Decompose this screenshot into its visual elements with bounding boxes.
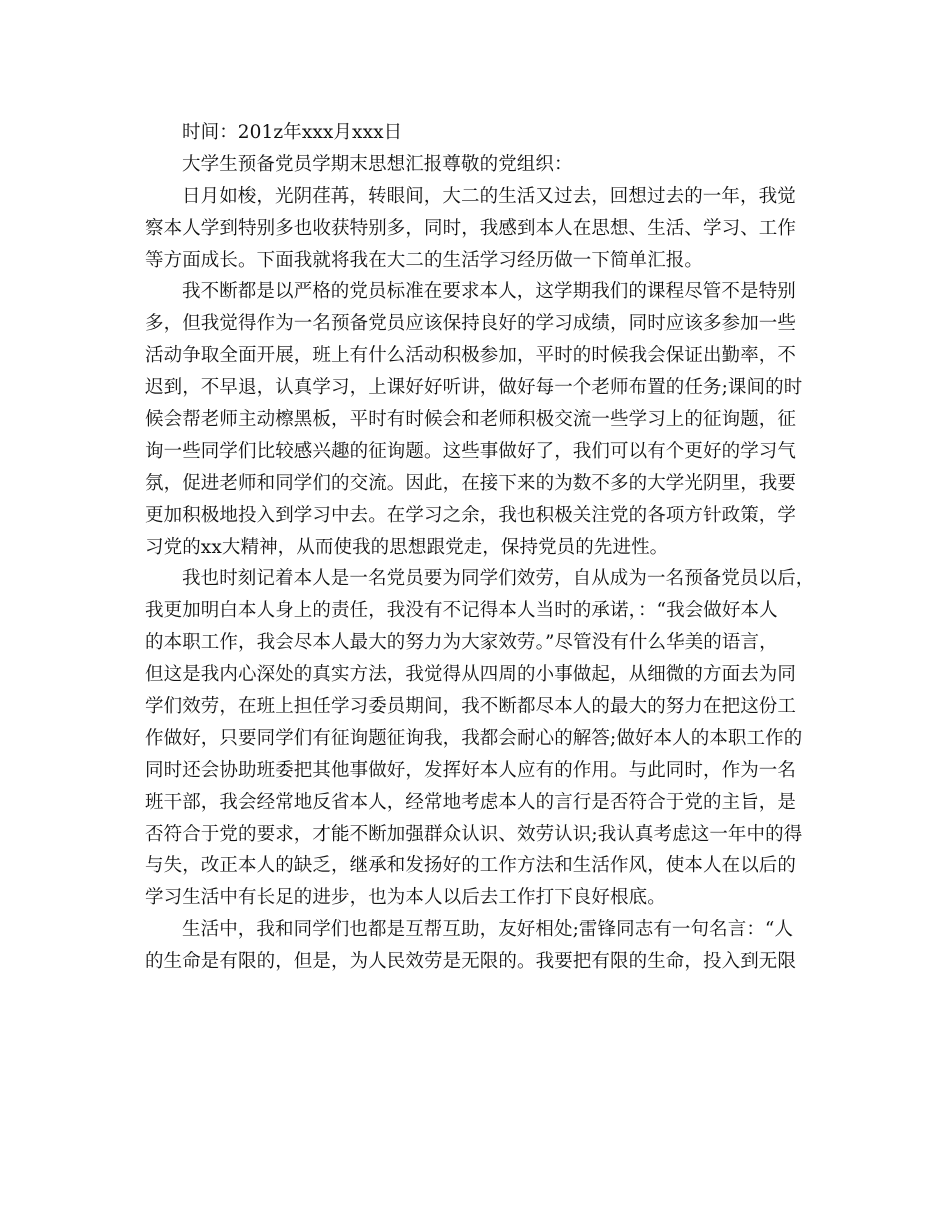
paragraph-2-line-9: 习党的xx大精神，从而使我的思想跟党走，保持党员的先进性。	[145, 536, 669, 558]
paragraph-3-line-7: 同时还会协助班委把其他事做好，发挥好本人应有的作用。与此同时，作为一名	[145, 759, 797, 781]
paragraph-3-line-9: 否符合于党的要求，才能不断加强群众认识、效劳认识;我认真考虑这一年中的得	[145, 823, 803, 845]
paragraph-1-line-2: 察本人学到特别多也收获特别多，同时，我感到本人在思想、生活、学习、工作	[145, 217, 797, 239]
paragraph-2-line-1: 我不断都是以严格的党员标准在要求本人，这学期我们的课程尽管不是特别	[182, 281, 796, 303]
paragraph-4-line-1: 生活中，我和同学们也都是互帮互助，友好相处;雷锋同志有一句名言：“人	[182, 919, 794, 941]
paragraph-1-line-3: 等方面成长。下面我就将我在大二的生活学习经历做一下简单汇报。	[145, 249, 704, 271]
paragraph-3-line-8: 班干部，我会经常地反省本人，经常地考虑本人的言行是否符合于党的主旨，是	[145, 791, 797, 813]
paragraph-1-line-1: 日月如梭，光阴荏苒，转眼间，大二的生活又过去，回想过去的一年，我觉	[182, 185, 796, 207]
document-body	[145, 117, 813, 978]
paragraph-3-line-11: 学习生活中有长足的进步，也为本人以后去工作打下良好根底。	[145, 887, 666, 909]
paragraph-2-line-5: 候会帮老师主动檫黑板，平时有时候会和老师积极交流一些学习上的征询题，征	[145, 409, 797, 431]
paragraph-3-line-3: 的本职工作，我会尽本人最大的努力为大家效劳。”尽管没有什么华美的语言，	[145, 632, 778, 654]
paragraph-2-line-2: 多，但我觉得作为一名预备党员应该保持良好的学习成绩，同时应该多参加一些	[145, 313, 797, 335]
paragraph-2-line-7: 氛，促进老师和同学们的交流。因此，在接下来的为数不多的大学光阴里，我要	[145, 472, 797, 494]
paragraph-3-line-5: 学们效劳，在班上担任学习委员期间，我不断都尽本人的最大的努力在把这份工	[145, 696, 797, 718]
paragraph-4-line-2: 的生命是有限的，但是，为人民效劳是无限的。我要把有限的生命，投入到无限	[145, 951, 797, 973]
paragraph-2-line-3: 活动争取全面开展，班上有什么活动积极参加，平时的时候我会保证出勤率，不	[145, 345, 797, 367]
paragraph-2-line-8: 更加积极地投入到学习中去。在学习之余，我也积极关注党的各项方针政策，学	[145, 504, 797, 526]
date-line: 时间：201z年xxx月xxx日	[182, 122, 403, 143]
paragraph-3-line-10: 与失，改正本人的缺乏，继承和发扬好的工作方法和生活作风，使本人在以后的	[145, 855, 797, 877]
paragraph-3-line-4: 但这是我内心深处的真实方法，我觉得从四周的小事做起，从细微的方面去为同	[145, 664, 797, 686]
paragraph-2-line-6: 询一些同学们比较感兴趣的征询题。这些事做好了，我们可以有个更好的学习气	[145, 440, 797, 462]
document-title: 大学生预备党员学期末思想汇报尊敬的党组织：	[182, 153, 573, 175]
paragraph-3-line-2: 我更加明白本人身上的责任，我没有不记得本人当时的承诺，：“我会做好本人	[145, 600, 778, 622]
paragraph-3-line-1: 我也时刻记着本人是一名党员要为同学们效劳，自从成为一名预备党员以后，	[182, 568, 815, 590]
paragraph-3-line-6: 作做好，只要同学们有征询题征询我，我都会耐心的解答;做好本人的本职工作的	[145, 727, 803, 749]
paragraph-2-line-4: 迟到，不早退，认真学习，上课好好听讲，做好每一个老师布置的任务;课间的时	[145, 377, 803, 399]
